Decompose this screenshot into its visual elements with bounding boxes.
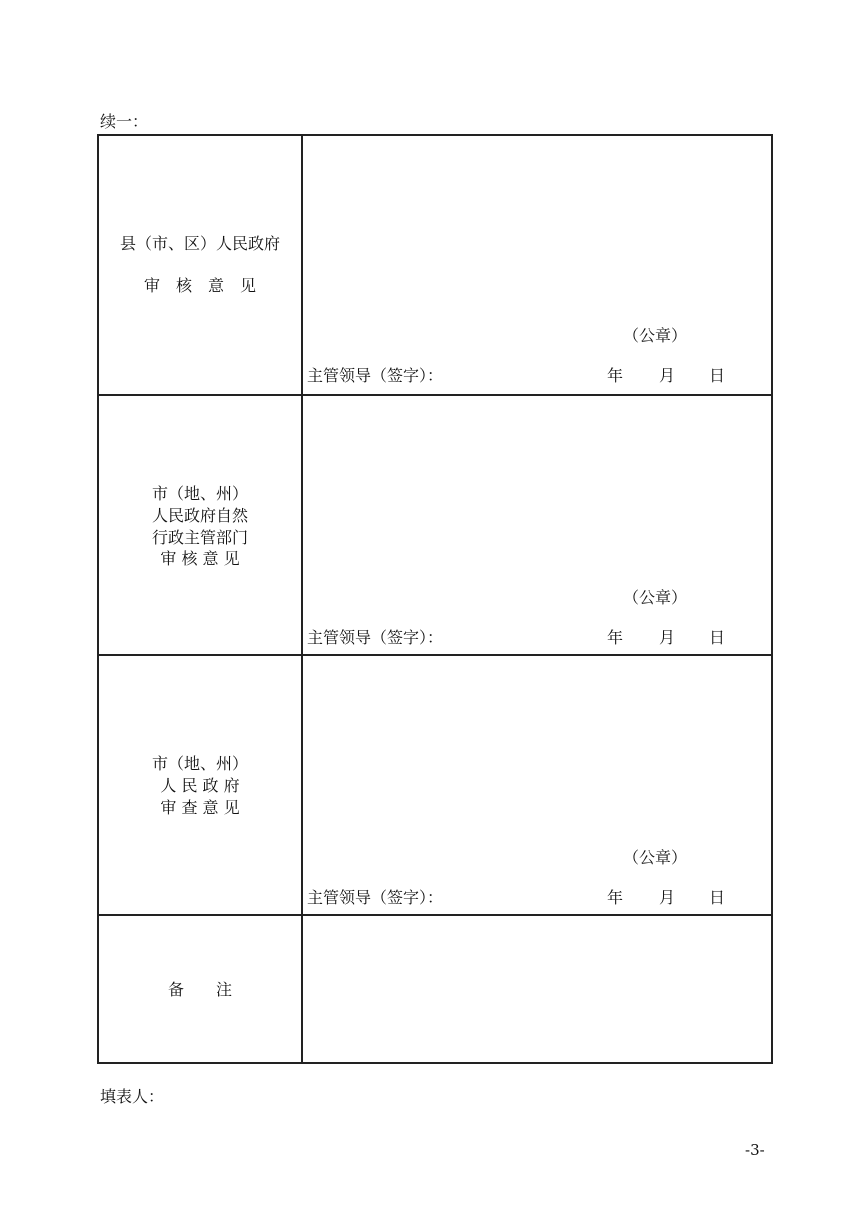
city-government-review-seal: （公章）: [623, 848, 688, 867]
county-review-seal: （公章）: [623, 326, 688, 345]
county-review-day: 日: [709, 366, 726, 385]
county-review-label-line-2: 审 核 意 见: [143, 276, 256, 295]
city-government-review-month: 月: [659, 888, 676, 907]
city-government-review-label-cell: [99, 656, 303, 914]
city-government-review-year: 年: [607, 888, 624, 907]
city-department-review-label-line-1: 市（地、州）: [151, 484, 248, 503]
city-department-review-label-line-3: 行政主管部门: [151, 528, 248, 547]
county-review-year: 年: [607, 366, 624, 385]
county-review-label-cell: [99, 136, 303, 394]
city-department-review-signature-label: 主管领导（签字）：: [307, 628, 444, 647]
county-review-month: 月: [659, 366, 676, 385]
review-form-table: [97, 134, 773, 1064]
city-department-review-label-line-4: 审 核 意 见: [160, 549, 240, 568]
city-government-review-signature-label: 主管领导（签字）：: [307, 888, 444, 907]
city-department-review-seal: （公章）: [623, 588, 688, 607]
county-review-label-line-1: 县（市、区）人民政府: [119, 234, 280, 253]
city-department-review-row: [99, 394, 771, 654]
county-review-row: [99, 136, 771, 394]
city-department-review-label-cell: [99, 396, 303, 654]
remarks-label: 备 注: [167, 980, 232, 999]
city-government-review-day: 日: [709, 888, 726, 907]
remarks-row: [99, 914, 771, 1062]
continuation-heading: 续一：: [100, 112, 149, 131]
city-government-review-row: [99, 654, 771, 914]
county-review-opinion-area[interactable]: [303, 136, 771, 394]
city-government-review-label-line-1: 市（地、州）: [151, 754, 248, 773]
city-government-review-label-line-3: 审 查 意 见: [160, 798, 240, 817]
city-department-review-month: 月: [659, 628, 676, 647]
city-government-review-label-line-2: 人 民 政 府: [160, 776, 240, 795]
city-department-review-opinion-area[interactable]: [303, 396, 771, 654]
city-government-review-opinion-area[interactable]: [303, 656, 771, 914]
page-number: -3-: [745, 1141, 765, 1159]
county-review-signature-label: 主管领导（签字）：: [307, 366, 444, 385]
city-department-review-label-line-2: 人民政府自然: [151, 506, 248, 525]
remarks-content-area[interactable]: [303, 916, 771, 1062]
form-filler-label: 填表人：: [100, 1087, 165, 1106]
city-department-review-day: 日: [709, 628, 726, 647]
remarks-label-cell: [99, 916, 303, 1062]
city-department-review-year: 年: [607, 628, 624, 647]
